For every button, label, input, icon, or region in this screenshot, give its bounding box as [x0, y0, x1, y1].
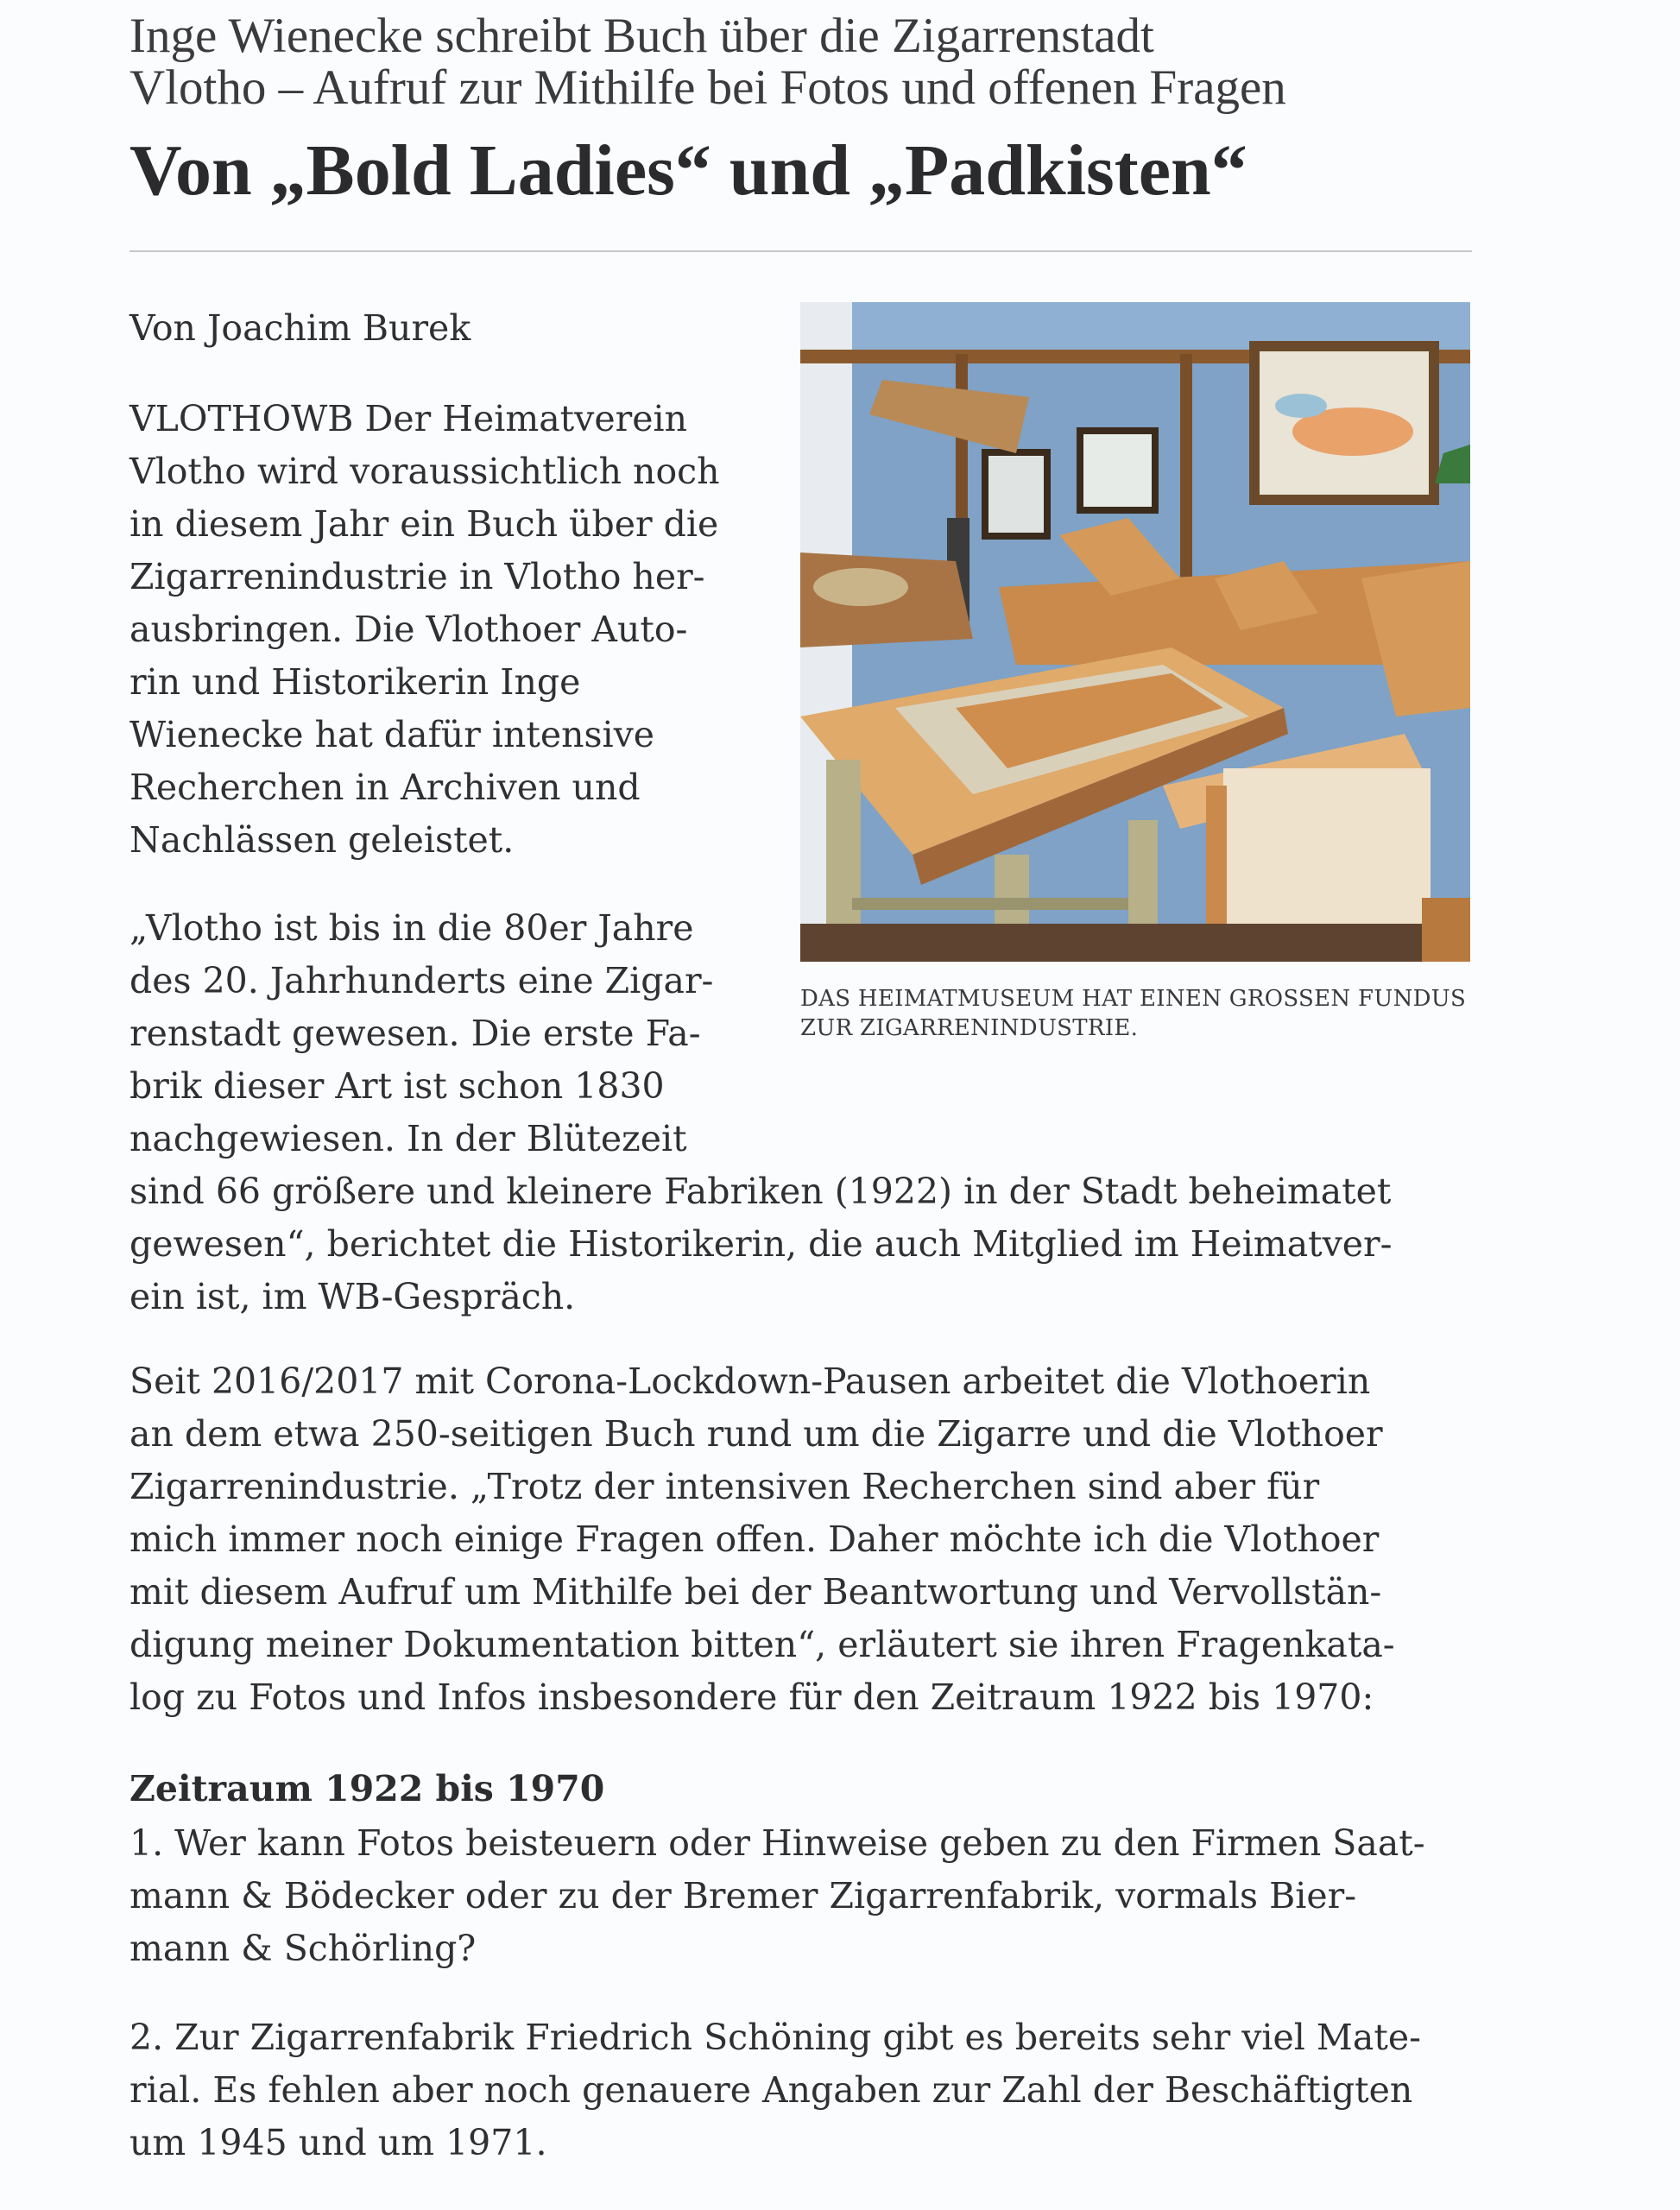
text-line: des 20. Jahrhunderts eine Zigar- — [129, 960, 714, 1001]
paragraph-intro — [129, 393, 720, 867]
text-line: Seit 2016/2017 mit Corona-Lockdown-Pausen arbeitet die Vlothoerin — [129, 1361, 1371, 1402]
article-page — [129, 0, 1472, 2210]
text-line: VLOTHOWB Der Heimatverein — [129, 398, 687, 439]
paragraph-quote — [129, 902, 1393, 1323]
text-line: digung meiner Dokumentation bitten“, erläutert sie ihren Fragenkata- — [129, 1624, 1395, 1665]
caption-line: ZUR ZIGARRENINDUSTRIE. — [800, 1015, 1139, 1041]
divider — [129, 250, 1472, 252]
text-line: gewesen“, berichtet die Historikerin, die auch Mitglied im Heimatver- — [129, 1223, 1393, 1265]
museum-photo-illustration — [800, 302, 1470, 962]
museum-photo — [800, 302, 1470, 962]
table-stretcher — [852, 898, 1128, 910]
kicker-line: Inge Wienecke schreibt Buch über die Zigarrenstadt — [129, 9, 1154, 63]
text-line: Vlotho wird voraussichtlich noch — [129, 451, 720, 492]
photo-caption — [800, 984, 1474, 1043]
text-line: nachgewiesen. In der Blütezeit — [129, 1118, 687, 1159]
kicker-line: Vlotho – Aufruf zur Mithilfe bei Fotos und offenen Fragen — [129, 60, 1286, 115]
kicker — [129, 10, 1472, 114]
text-line: in diesem Jahr ein Buch über die — [129, 503, 719, 545]
text-line: an dem etwa 250-seitigen Buch rund um die Zigarre und die Vlothoer — [129, 1413, 1383, 1455]
text-line: rin und Historikerin Inge — [129, 661, 581, 703]
text-line: Wienecke hat dafür intensive — [129, 714, 655, 755]
small-frame-picture — [1083, 434, 1152, 507]
text-line: brik dieser Art ist schon 1830 — [129, 1065, 665, 1107]
text-line: mit diesem Aufruf um Mithilfe bei der Beantwortung und Vervollstän- — [129, 1571, 1382, 1613]
headline: Von „Bold Ladies“ und „Padkisten“ — [129, 130, 1247, 211]
small-frame-picture — [988, 456, 1044, 533]
post — [1180, 354, 1192, 596]
text-line: Nachlässen geleistet. — [129, 819, 515, 861]
text-line: 1. Wer kann Fotos beisteuern oder Hinweise geben zu den Firmen Saat- — [129, 1822, 1425, 1864]
text-line: um 1945 und um 1971. — [129, 2122, 547, 2163]
section-subheading: Zeitraum 1922 bis 1970 — [129, 1768, 605, 1809]
paragraph-research — [129, 1355, 1395, 1724]
tobacco-pile — [813, 568, 908, 606]
text-line: mich immer noch einige Fragen offen. Daher möchte ich die Vlothoer — [129, 1519, 1380, 1560]
question-2 — [129, 2011, 1421, 2169]
text-line: log zu Fotos und Infos insbesondere für den Zeitraum 1922 bis 1970: — [129, 1676, 1374, 1718]
text-line: rial. Es fehlen aber noch genauere Angaben zur Zahl der Beschäftigten — [129, 2069, 1413, 2111]
text-line: „Vlotho ist bis in die 80er Jahre — [129, 907, 694, 949]
text-line: ein ist, im WB-Gespräch. — [129, 1276, 576, 1317]
text-line: renstadt gewesen. Die erste Fa- — [129, 1013, 701, 1054]
chair — [1422, 898, 1470, 962]
caption-line: DAS HEIMATMUSEUM HAT EINEN GROSSEN FUNDUS — [800, 986, 1467, 1012]
text-line: ausbringen. Die Vlothoer Auto- — [129, 609, 688, 650]
text-line: 2. Zur Zigarrenfabrik Friedrich Schöning gibt es bereits sehr viel Mate- — [129, 2017, 1421, 2058]
author-byline: Von Joachim Burek — [129, 307, 471, 349]
question-1 — [129, 1817, 1425, 1975]
text-line: mann & Bödecker oder zu der Bremer Zigarrenfabrik, vormals Bier- — [129, 1875, 1357, 1916]
floor — [800, 924, 1470, 962]
text-line: Recherchen in Archiven und — [129, 767, 641, 808]
text-line: Zigarrenindustrie in Vlotho her- — [129, 556, 705, 597]
text-line: Zigarrenindustrie. „Trotz der intensiven Recherchen sind aber für — [129, 1466, 1320, 1507]
leaf-drawing — [1275, 394, 1327, 418]
text-line: sind 66 größere und kleinere Fabriken (1922) in der Stadt beheimatet — [129, 1171, 1392, 1212]
text-line: mann & Schörling? — [129, 1928, 477, 1969]
